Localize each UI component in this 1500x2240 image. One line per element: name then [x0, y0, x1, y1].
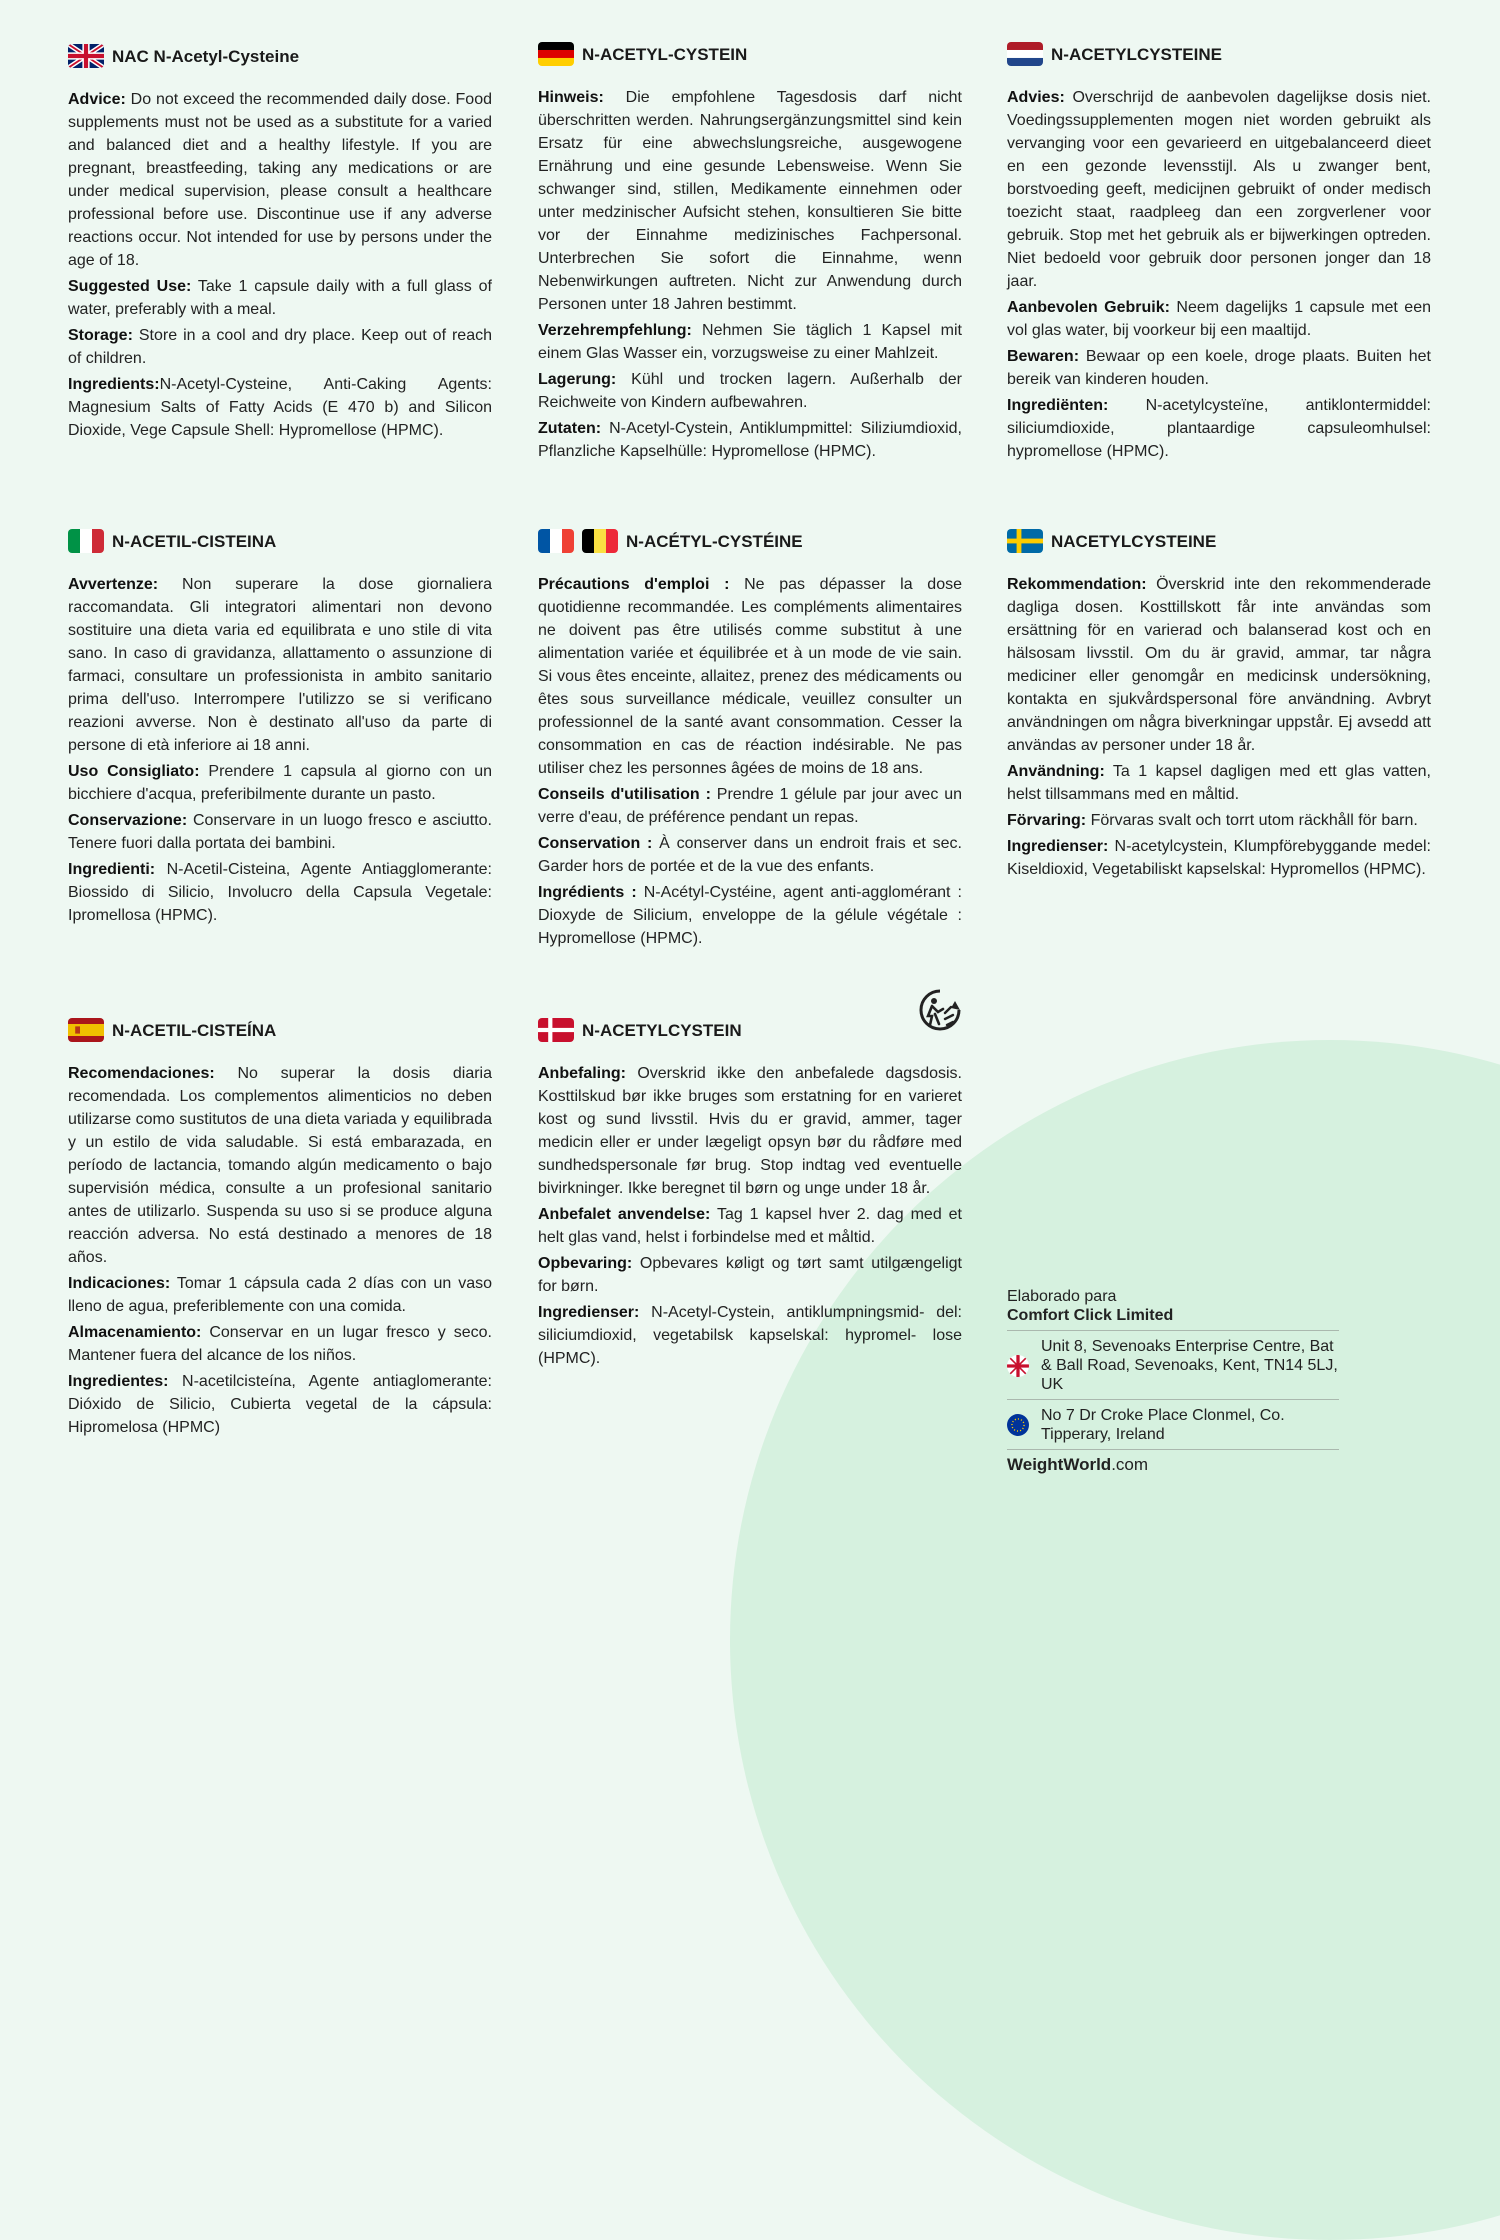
paragraph	[538, 832, 962, 878]
paragraph	[68, 809, 492, 855]
section-italian	[68, 527, 492, 930]
paragraph-label: Ingredienser:	[1007, 838, 1109, 855]
eu-address: No 7 Dr Croke Place Clonmel, Co. Tipperary, Ireland	[1041, 1407, 1285, 1443]
paragraph	[538, 881, 962, 950]
paragraph	[1007, 835, 1431, 881]
paragraph-label: Lagerung:	[538, 371, 617, 388]
paragraph-label: Recomendaciones:	[68, 1065, 215, 1082]
triman-recycle-icon	[917, 987, 963, 1033]
paragraph	[538, 368, 962, 414]
manufacturer-info	[1007, 1287, 1339, 1474]
paragraph	[538, 1301, 962, 1370]
section-header	[538, 40, 962, 68]
paragraph	[68, 573, 492, 757]
dutch-flag-icon	[1007, 42, 1043, 66]
paragraph-label: Suggested Use:	[68, 278, 192, 295]
paragraph	[68, 858, 492, 927]
paragraph-text: N-Acetyl-Cystein, Antiklumpmittel: Siliziumdioxid, Pflanzliche Kapselhülle: Hypromellose (HPMC).	[538, 420, 962, 460]
section-title: N-ACETYL-CYSTEIN	[582, 44, 748, 64]
paragraph	[1007, 760, 1431, 806]
paragraph-label: Avvertenze:	[68, 576, 159, 593]
paragraph-label: Bewaren:	[1007, 348, 1080, 365]
paragraph-label: Ingrédients :	[538, 884, 637, 901]
paragraph-label: Ingrediënten:	[1007, 397, 1109, 414]
section-swedish	[1007, 527, 1431, 884]
paragraph-text: N-Acetyl-Cysteine, Anti-Caking Agents: Magnesium Salts of Fatty Acids (E 470 b) and Silicon Dioxide, Vege Capsule Shell: Hypromellose (HPMC).	[68, 376, 492, 439]
paragraph-text: Bewaar op een koele, droge plaats. Buiten het bereik van kinderen houden.	[1007, 348, 1431, 388]
section-header	[68, 527, 492, 555]
paragraph-text: Nehmen Sie täglich 1 Kapsel mit einem Glas Wasser ein, vorzugsweise zu einer Mahlzeit.	[538, 322, 962, 362]
paragraph-label: Précautions d'emploi :	[538, 576, 730, 593]
section-danish	[538, 1016, 962, 1373]
paragraph	[538, 319, 962, 365]
paragraph-label: Almacenamiento:	[68, 1324, 202, 1341]
section-header	[1007, 527, 1431, 555]
paragraph-text: Conservare in un luogo fresco e asciutto. Tenere fuori dalla portata dei bambini.	[68, 812, 492, 852]
paragraph-label: Användning:	[1007, 763, 1105, 780]
paragraph-label: Hinweis:	[538, 89, 604, 106]
german-flag-icon	[538, 42, 574, 66]
uk-address-row	[1007, 1331, 1339, 1400]
section-header	[68, 42, 492, 70]
section-french	[538, 527, 962, 953]
paragraph-label: Indicaciones:	[68, 1275, 171, 1292]
belgian-flag-icon	[582, 529, 618, 553]
paragraph	[68, 760, 492, 806]
paragraph-text: N-acetilcisteína, Agente antiaglomerante: Dióxido de Silicio, Cubierta vegetal de la cápsula: Hipromelosa (HPMC)	[68, 1373, 492, 1436]
paragraph-label: Förvaring:	[1007, 812, 1087, 829]
paragraph	[68, 1370, 492, 1439]
paragraph	[538, 573, 962, 780]
paragraph-text: Prendere 1 capsula al giorno con un bicchiere d'acqua, preferibilmente durante un pasto.	[68, 763, 492, 803]
brand-website	[1007, 1455, 1339, 1474]
paragraph-label: Conseils d'utilisation :	[538, 786, 711, 803]
paragraph-label: Opbevaring:	[538, 1255, 633, 1272]
brand-domain: .com	[1111, 1455, 1149, 1474]
section-spanish	[68, 1016, 492, 1442]
section-header	[1007, 40, 1431, 68]
section-english	[68, 42, 492, 445]
paragraph-text: Do not exceed the recommended daily dose. Food supplements must not be used as a substitute for a varied and balanced diet and a healthy lifestyle. If you are pregnant, breastfeeding, taking any medications or are under medical supervision, please consult a healthcare professional before use. Discontinue use if any adverse reactions occur. Not intended for use by persons under the age of 18.	[68, 91, 492, 269]
made-for-label: Elaborado para	[1007, 1288, 1117, 1305]
paragraph-text: Die empfohlene Tagesdosis darf nicht überschritten werden. Nahrungsergänzungsmittel sind kein Ersatz für eine abwechslungsreiche, ausgewogene Ernährung und eine gesunde Lebensweise. Wenn Sie schwanger sind, stillen, Medikamente einnehmen oder unter medzinischer Aufsicht stehen, konsultieren Sie bitte vor der Einnahme medizinisches Fachpersonal. Unterbrechen Sie sofort die Einnahme, wenn Nebenwirkungen auftreten. Nicht zur Anwendung durch Personen unter 18 Jahren bestimmt.	[538, 89, 962, 313]
paragraph	[1007, 345, 1431, 391]
paragraph-label: Conservation :	[538, 835, 653, 852]
uk-address: Unit 8, Sevenoaks Enterprise Centre, Bat & Ball Road, Sevenoaks, Kent, TN14 5LJ, UK	[1041, 1338, 1338, 1393]
section-german	[538, 40, 962, 466]
section-title: N-ACETYLCYSTEINE	[1051, 44, 1222, 64]
paragraph	[1007, 296, 1431, 342]
paragraph	[1007, 394, 1431, 463]
paragraph-label: Ingredientes:	[68, 1373, 169, 1390]
paragraph	[538, 783, 962, 829]
paragraph	[68, 1321, 492, 1367]
paragraph-text: N-Acetil-Cisteina, Agente Antiagglomerante: Biossido di Silicio, Involucro della Capsula Vegetale: Ipromellosa (HPMC).	[68, 861, 492, 924]
paragraph-label: Ingredienti:	[68, 861, 156, 878]
paragraph-label: Conservazione:	[68, 812, 188, 829]
paragraph-text: Överskrid inte den rekommenderade dagliga dosen. Kosttillskott får inte användas som ersättning för en varierad och balanserad kost och en hälsosam livsstil. Om du är gravid, ammar, tar några mediciner eller genomgår en medicinsk undersökning, kontakta en sjukvårdspersonal före användning. Avbryt användningen om några biverkningar uppstår. Ej avsedd att användas av personer under 18 år.	[1007, 576, 1431, 754]
paragraph-text: À conserver dans un endroit frais et sec. Garder hors de portée et de la vue des enfants.	[538, 835, 963, 875]
paragraph	[538, 417, 962, 463]
paragraph-text: Non superare la dose giornaliera raccomandata. Gli integratori alimentari non devono sostituire una dieta varia ed equilibrata e uno stile di vita sano. In caso di gravidanza, allattamento o assunzione di farmaci, consultare un professionista in ambito sanitario prima dell'uso. Interrompere l'utilizzo se si verificano reazioni avverse. Non è destinato all'uso da parte di persone di età inferiore ai 18 anni.	[68, 576, 492, 754]
paragraph-label: Ingredienser:	[538, 1304, 640, 1321]
paragraph-label: Verzehrempfehlung:	[538, 322, 692, 339]
paragraph	[68, 1062, 492, 1269]
paragraph-label: Ingredients:	[68, 376, 160, 393]
paragraph	[538, 86, 962, 316]
paragraph-text: No superar la dosis diaria recomendada. Los complementos alimenticios no deben utilizarse como sustitutos de una dieta variada y equilibrada y un estilo de vida saludable. Si está embarazada, en período de lactancia, tomando algún medicamento o bajo supervisión médica, consulte a un profesional sanitario antes de utilizarlo. Suspenda su uso si se produce alguna reacción adversa. No está destinado a menores de 18 años.	[68, 1065, 492, 1266]
paragraph-label: Advice:	[68, 91, 126, 108]
paragraph-label: Anbefalet anvendelse:	[538, 1206, 711, 1223]
paragraph	[1007, 573, 1431, 757]
paragraph	[68, 373, 492, 442]
uk-flag-icon	[68, 44, 104, 68]
paragraph-label: Advies:	[1007, 89, 1065, 106]
section-header	[68, 1016, 492, 1044]
paragraph	[538, 1203, 962, 1249]
section-title: N-ACETIL-CISTEÍNA	[112, 1020, 277, 1040]
paragraph-text: Opbevares køligt og tørt samt utilgængeligt for børn.	[538, 1255, 962, 1295]
swedish-flag-icon	[1007, 529, 1043, 553]
danish-flag-icon	[538, 1018, 574, 1042]
paragraph	[68, 275, 492, 321]
section-title: NAC N-Acetyl-Cysteine	[112, 46, 300, 66]
section-title: N-ACETIL-CISTEINA	[112, 531, 277, 551]
paragraph-text: Take 1 capsule daily with a full glass of water, preferably with a meal.	[68, 278, 492, 318]
paragraph	[68, 1272, 492, 1318]
paragraph	[68, 324, 492, 370]
paragraph-text: Förvaras svalt och torrt utom räckhåll för barn.	[1086, 812, 1418, 829]
brand-name: WeightWorld	[1007, 1455, 1112, 1474]
paragraph-text: Tag 1 kapsel hver 2. dag med et helt glas vand, helst i forbindelse med et måltid.	[538, 1206, 962, 1246]
section-header	[538, 1016, 962, 1044]
paragraph-text: Kühl und trocken lagern. Außerhalb der Reichweite von Kindern aufbewahren.	[538, 371, 962, 411]
paragraph	[1007, 809, 1431, 832]
paragraph-text: N-acetylcysteïne, antiklontermiddel: siliciumdioxide, plantaardige capsuleomhulsel: hypromellose (HPMC).	[1007, 397, 1431, 460]
paragraph-text: Ne pas dépasser la dose quotidienne recommandée. Les compléments alimentaires ne doivent pas être utilisés comme substitut à une alimentation variée et équilibrée et à un mode de vie sain. Si vous êtes enceinte, allaitez, prenez des médicaments ou êtes sous surveillance médicale, veuillez consulter un professionnel de la santé avant consommation. Cesser la consommation en cas de réaction indésirable. Ne pas utiliser chez les personnes âgées de moins de 18 ans.	[538, 576, 962, 777]
paragraph-text: Conservar en un lugar fresco y seco. Mantener fuera del alcance de los niños.	[68, 1324, 492, 1364]
uk-flag-icon	[1007, 1355, 1029, 1377]
paragraph-label: Aanbevolen Gebruik:	[1007, 299, 1170, 316]
spanish-flag-icon	[68, 1018, 104, 1042]
paragraph-label: Rekommendation:	[1007, 576, 1147, 593]
paragraph-text: Neem dagelijks 1 capsule met een vol glas water, bij voorkeur bij een maaltijd.	[1007, 299, 1432, 339]
section-dutch	[1007, 40, 1431, 466]
paragraph	[1007, 86, 1431, 293]
company-name: Comfort Click Limited	[1007, 1306, 1339, 1331]
paragraph-text: N-Acetyl-Cystein, antiklumpningsmid- del: siliciumdioxid, vegetabilsk kapselskal: hypromel- lose (HPMC).	[538, 1304, 962, 1367]
eu-flag-icon	[1007, 1414, 1029, 1436]
paragraph-text: Tomar 1 cápsula cada 2 días con un vaso lleno de agua, preferiblemente con una comida.	[68, 1275, 492, 1315]
paragraph-label: Anbefaling:	[538, 1065, 626, 1082]
section-title: N-ACÉTYL-CYSTÉINE	[626, 531, 803, 551]
paragraph-label: Storage:	[68, 327, 133, 344]
section-title: N-ACETYLCYSTEIN	[582, 1020, 742, 1040]
section-title: NACETYLCYSTEINE	[1051, 531, 1217, 551]
paragraph-text: Prendre 1 gélule par jour avec un verre d'eau, de préférence pendant un repas.	[538, 786, 962, 826]
paragraph-label: Zutaten:	[538, 420, 602, 437]
paragraph-text: N-Acétyl-Cystéine, agent anti-agglomérant : Dioxyde de Silicium, enveloppe de la gélule végétale : Hypromellose (HPMC).	[538, 884, 963, 947]
eu-address-row	[1007, 1400, 1339, 1450]
paragraph-text: Store in a cool and dry place. Keep out of reach of children.	[68, 327, 492, 367]
italian-flag-icon	[68, 529, 104, 553]
paragraph-text: N-acetylcystein, Klumpförebyggande medel: Kiseldioxid, Vegetabiliskt kapselskal: Hypromellos (HPMC).	[1007, 838, 1431, 878]
paragraph-text: Overschrijd de aanbevolen dagelijkse dosis niet. Voedingssupplementen mogen niet worden gebruikt als vervanging voor een gevarieerd en uitgebalanceerd dieet en een gezonde levensstijl. Als u zwanger bent, borstvoeding geeft, medicijnen gebruikt of onder medisch toezicht staat, raadpleeg dan een zorgverlener voor gebruik. Stop met het gebruik als er bijwerkingen optreden. Niet bedoeld voor gebruik door personen jonger dan 18 jaar.	[1007, 89, 1431, 290]
paragraph	[538, 1062, 962, 1200]
paragraph-label: Uso Consigliato:	[68, 763, 200, 780]
french-flag-icon	[538, 529, 574, 553]
section-header	[538, 527, 962, 555]
paragraph-text: Ta 1 kapsel dagligen med ett glas vatten, helst tillsammans med en måltid.	[1007, 763, 1431, 803]
paragraph-text: Overskrid ikke den anbefalede dagsdosis. Kosttilskud bør ikke bruges som erstatning for en varieret kost og sund livsstil. Hvis du er gravid, ammer, tager medicin eller er under lægeligt opsyn bør du rådføre med sundhedspersonale før brug. Stop indtag ved eventuelle bivirkninger. Ikke beregnet til børn og unge under 18 år.	[538, 1065, 962, 1197]
paragraph	[68, 88, 492, 272]
paragraph	[538, 1252, 962, 1298]
